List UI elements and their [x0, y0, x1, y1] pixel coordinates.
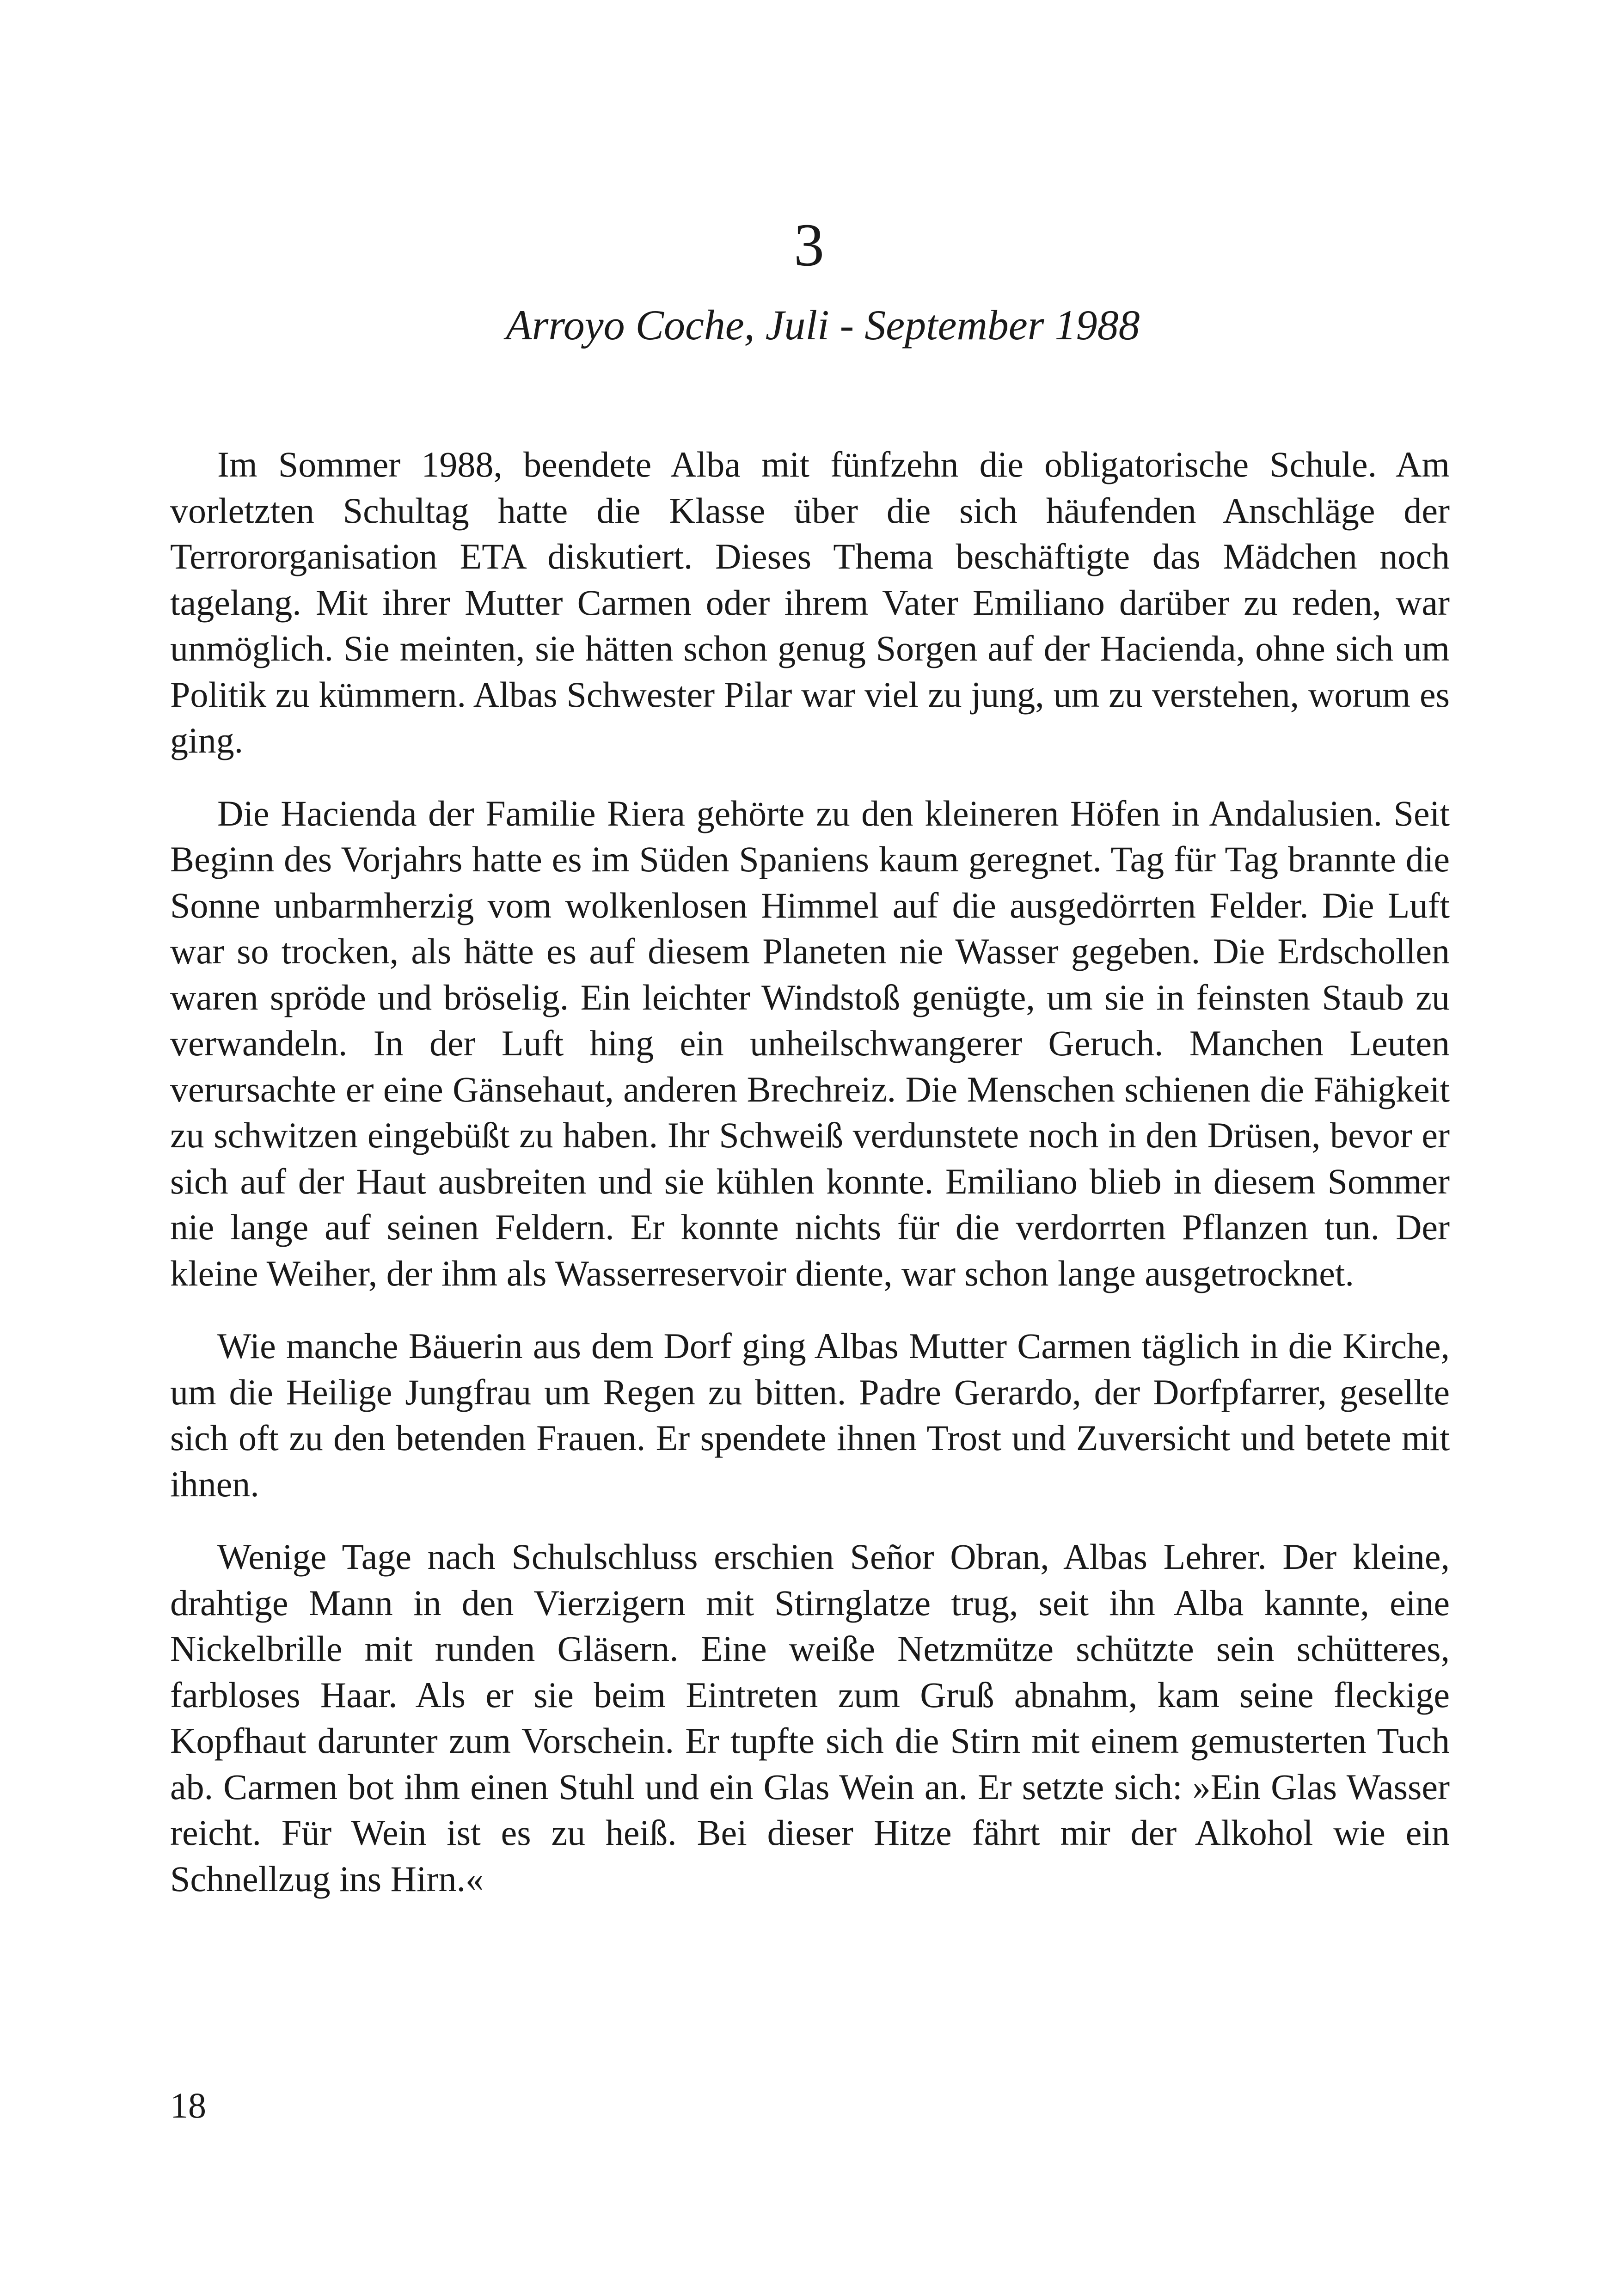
chapter-number: 3 — [794, 211, 824, 279]
chapter-subtitle: Arroyo Coche, Juli - September 1988 — [506, 301, 1140, 349]
paragraph: Im Sommer 1988, beendete Alba mit fünfzehn die obligatorische Schule. Am vorletzten Schultag hatte die Klasse über die sich häufenden Anschläge der Terrororganisation ETA diskutiert. Dieses Thema beschäftigte das Mädchen noch tagelang. Mit ihrer Mutter Carmen oder ihrem Vater Emiliano darüber zu reden, war unmöglich. Sie meinten, sie hätten schon genug Sorgen auf der Hacienda, ohne sich um Politik zu kümmern. Albas Schwester Pilar war viel zu jung, um zu verstehen, worum es ging. — [170, 444, 1450, 760]
paragraph: Wenige Tage nach Schulschluss erschien Señor Obran, Albas Lehrer. Der kleine, drahtige Mann in den Vierzigern mit Stirnglatze trug, seit ihn Alba kannte, eine Nickelbrille mit runden Gläsern. Eine weiße Netzmütze schützte sein schütteres, farbloses Haar. Als er sie beim Eintreten zum Gruß abnahm, kam seine fleckige Kopfhaut darunter zum Vorschein. Er tupfte sich die Stirn mit einem gemusterten Tuch ab. Carmen bot ihm einen Stuhl und ein Glas Wein an. Er setzte sich: »Ein Glas Wasser reicht. Für Wein ist es zu heiß. Bei dieser Hitze fährt mir der Alkohol wie ein Schnellzug ins Hirn.« — [170, 1537, 1450, 1899]
paragraph: Wie manche Bäuerin aus dem Dorf ging Albas Mutter Carmen täglich in die Kirche, um die Heilige Jungfrau um Regen zu bitten. Padre Gerardo, der Dorfpfarrer, gesellte sich oft zu den betenden Frauen. Er spendete ihnen Trost und Zuversicht und betete mit ihnen. — [170, 1326, 1450, 1504]
paragraph: Die Hacienda der Familie Riera gehörte zu den kleineren Höfen in Andalusien. Seit Beginn des Vorjahrs hatte es im Süden Spaniens kaum geregnet. Tag für Tag brannte die Sonne unbarmherzig vom wolkenlosen Himmel auf die ausgedörrten Felder. Die Luft war so trocken, als hätte es auf diesem Planeten nie Wasser gegeben. Die Erdschollen waren spröde und bröselig. Ein leichter Windstoß genügte, um sie in feinsten Staub zu verwandeln. In der Luft hing ein unheilschwangerer Geruch. Manchen Leuten verursachte er eine Gänsehaut, anderen Brechreiz. Die Menschen schienen die Fähigkeit zu schwitzen eingebüßt zu haben. Ihr Schweiß verdunstete noch in den Drüsen, bevor er sich auf der Haut ausbreiten und sie kühlen konnte. Emiliano blieb in diesem Sommer nie lange auf seinen Feldern. Er konnte nichts für die verdorrten Pflanzen tun. Der kleine Weiher, der ihm als Wasserreservoir diente, war schon lange ausgetrocknet. — [170, 793, 1450, 1293]
body-text — [170, 441, 1450, 1902]
page-number: 18 — [170, 2085, 206, 2125]
